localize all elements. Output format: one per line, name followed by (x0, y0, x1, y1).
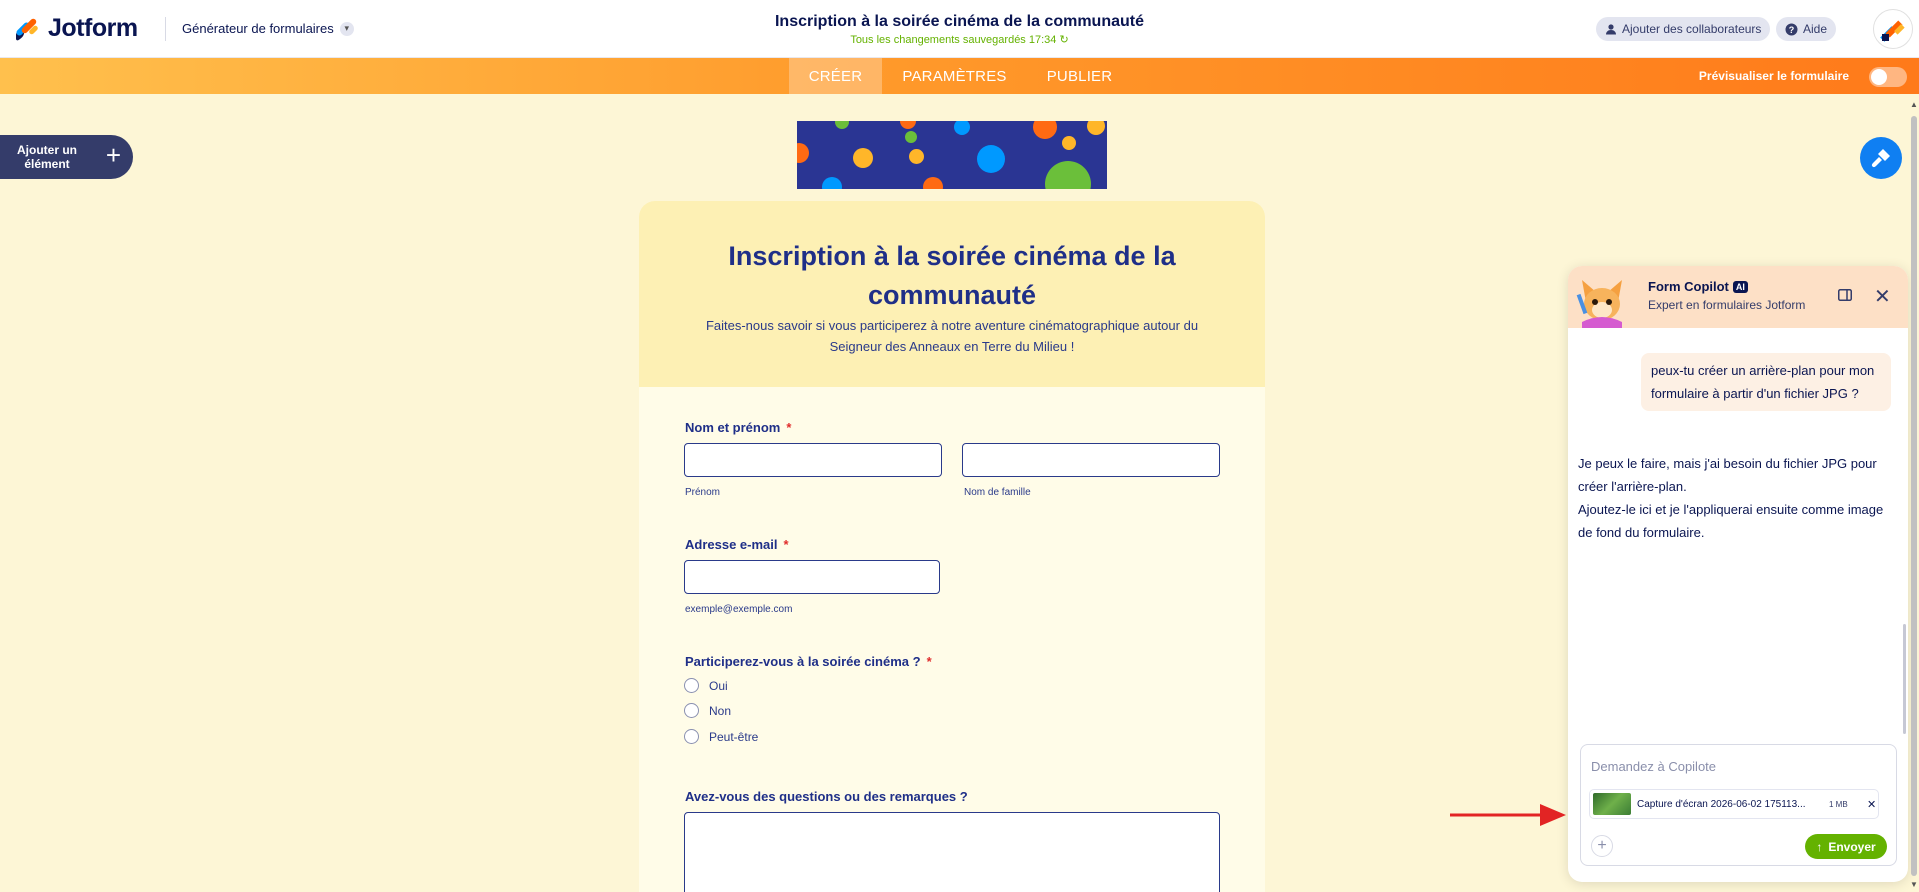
user-icon (1605, 23, 1617, 35)
radio-label: Oui (709, 678, 728, 693)
form-card (639, 201, 1265, 892)
copilot-subtitle: Expert en formulaires Jotform (1648, 298, 1806, 312)
email-sublabel: exemple@exemple.com (685, 604, 793, 615)
avatar-logo-icon (1876, 12, 1910, 46)
last-name-input[interactable] (962, 443, 1220, 477)
bot-message (1578, 452, 1898, 544)
copilot-title-text: Form Copilot (1648, 279, 1729, 294)
add-collaborators-button[interactable] (1596, 17, 1770, 41)
add-collaborators-label: Ajouter des collaborateurs (1622, 22, 1762, 36)
plus-icon: + (105, 140, 121, 170)
radio-button[interactable] (684, 703, 699, 718)
add-element-label: Ajouter un élément (17, 143, 77, 171)
attachment-thumbnail (1593, 793, 1631, 815)
attachment-size: 1 MB (1829, 799, 1848, 809)
form-subheading: Faites-nous savoir si vous participerez à notre aventure cinématographique autour du Seigneur des Anneaux en Terre du Milieu ! (705, 318, 1199, 354)
radio-label: Non (709, 703, 732, 718)
scroll-down-icon[interactable]: ▼ (1910, 880, 1918, 889)
copilot-input[interactable]: Demandez à Copilote (1591, 759, 1717, 774)
add-attachment-button[interactable]: + (1591, 835, 1613, 857)
name-label-text: Nom et prénom (685, 420, 781, 435)
required-mark: * (926, 654, 932, 669)
copilot-header (1568, 266, 1908, 328)
builder-nav (0, 58, 1919, 94)
radio-button[interactable] (684, 678, 699, 693)
help-icon (1785, 23, 1798, 36)
paint-roller-icon (1870, 147, 1892, 169)
page-scrollbar[interactable] (1911, 100, 1917, 892)
attachment-chip[interactable] (1589, 789, 1879, 819)
radio-button[interactable] (684, 729, 699, 744)
builder-dropdown-label: Générateur de formulaires (182, 21, 334, 36)
refresh-icon: ↻ (1059, 34, 1069, 46)
first-name-sublabel: Prénom (685, 487, 721, 498)
email-input[interactable] (684, 560, 940, 594)
copilot-scrollbar[interactable] (1903, 624, 1906, 734)
copilot-mascot-icon (1576, 272, 1628, 328)
radio-option-peut-etre[interactable] (684, 729, 758, 744)
ai-badge: AI (1733, 281, 1748, 293)
remove-attachment-icon[interactable]: ✕ (1867, 798, 1877, 811)
toggle-knob (1871, 69, 1887, 85)
form-title[interactable]: Inscription à la soirée cinéma de la communauté (774, 13, 1144, 30)
form-banner-image[interactable] (797, 121, 1107, 189)
scrollbar-thumb[interactable] (1911, 116, 1917, 876)
required-mark: * (783, 537, 789, 552)
email-label-text: Adresse e-mail (685, 537, 778, 552)
questions-label: Avez-vous des questions ou des remarques ? (685, 789, 968, 804)
send-label: Envoyer (1828, 839, 1876, 854)
preview-label: Prévisualiser le formulaire (1698, 69, 1849, 83)
sidebar-toggle-icon[interactable] (1838, 288, 1852, 306)
tab-create[interactable]: CRÉER (789, 58, 882, 94)
svg-text:?: ? (1788, 24, 1795, 35)
attend-label (685, 654, 932, 669)
arrow-up-icon: ↑ (1816, 839, 1823, 854)
tab-settings[interactable]: PARAMÈTRES (902, 67, 1007, 85)
preview-toggle[interactable] (1869, 67, 1907, 87)
radio-label: Peut-être (709, 729, 759, 744)
save-status-text: Tous les changements sauvegardés 17:34 (850, 34, 1057, 46)
radio-option-non[interactable] (684, 703, 731, 718)
copilot-input-box[interactable] (1580, 744, 1897, 866)
send-button[interactable] (1805, 834, 1887, 859)
avatar[interactable] (1874, 10, 1912, 48)
copilot-panel (1568, 266, 1908, 882)
copilot-title (1648, 279, 1748, 294)
tab-publish[interactable]: PUBLIER (1046, 67, 1113, 85)
questions-textarea[interactable] (684, 812, 1220, 892)
name-label (685, 420, 791, 435)
attachment-name: Capture d'écran 2026-06-02 175113... (1637, 798, 1806, 810)
top-header (0, 0, 1919, 58)
bot-message-line: Ajoutez-le ici et je l'appliquerai ensuite comme image de fond du formulaire. (1578, 502, 1884, 540)
chevron-down-icon: ▾ (340, 22, 354, 36)
attend-label-text: Participerez-vous à la soirée cinéma ? (685, 654, 921, 669)
required-mark: * (786, 420, 792, 435)
help-button[interactable] (1776, 17, 1836, 41)
scroll-up-icon[interactable]: ▲ (1910, 100, 1918, 109)
add-element-button[interactable] (0, 135, 133, 179)
form-heading: Inscription à la soirée cinéma de la communauté (728, 241, 1176, 310)
form-designer-button[interactable] (1860, 137, 1902, 179)
close-icon[interactable]: ✕ (1874, 286, 1891, 308)
form-header-section[interactable] (639, 201, 1265, 387)
email-label (685, 537, 789, 552)
last-name-sublabel: Nom de famille (964, 487, 1031, 498)
help-label: Aide (1803, 22, 1828, 36)
bot-message-line: Je peux le faire, mais j'ai besoin du fichier JPG pour créer l'arrière-plan. (1578, 456, 1877, 494)
annotation-arrow-icon (1450, 803, 1566, 827)
radio-option-oui[interactable] (684, 678, 728, 693)
logo-text: Jotform (48, 14, 138, 42)
user-message: peux-tu créer un arrière-plan pour mon formulaire à partir d'un fichier JPG ? (1641, 353, 1891, 411)
first-name-input[interactable] (684, 443, 942, 477)
